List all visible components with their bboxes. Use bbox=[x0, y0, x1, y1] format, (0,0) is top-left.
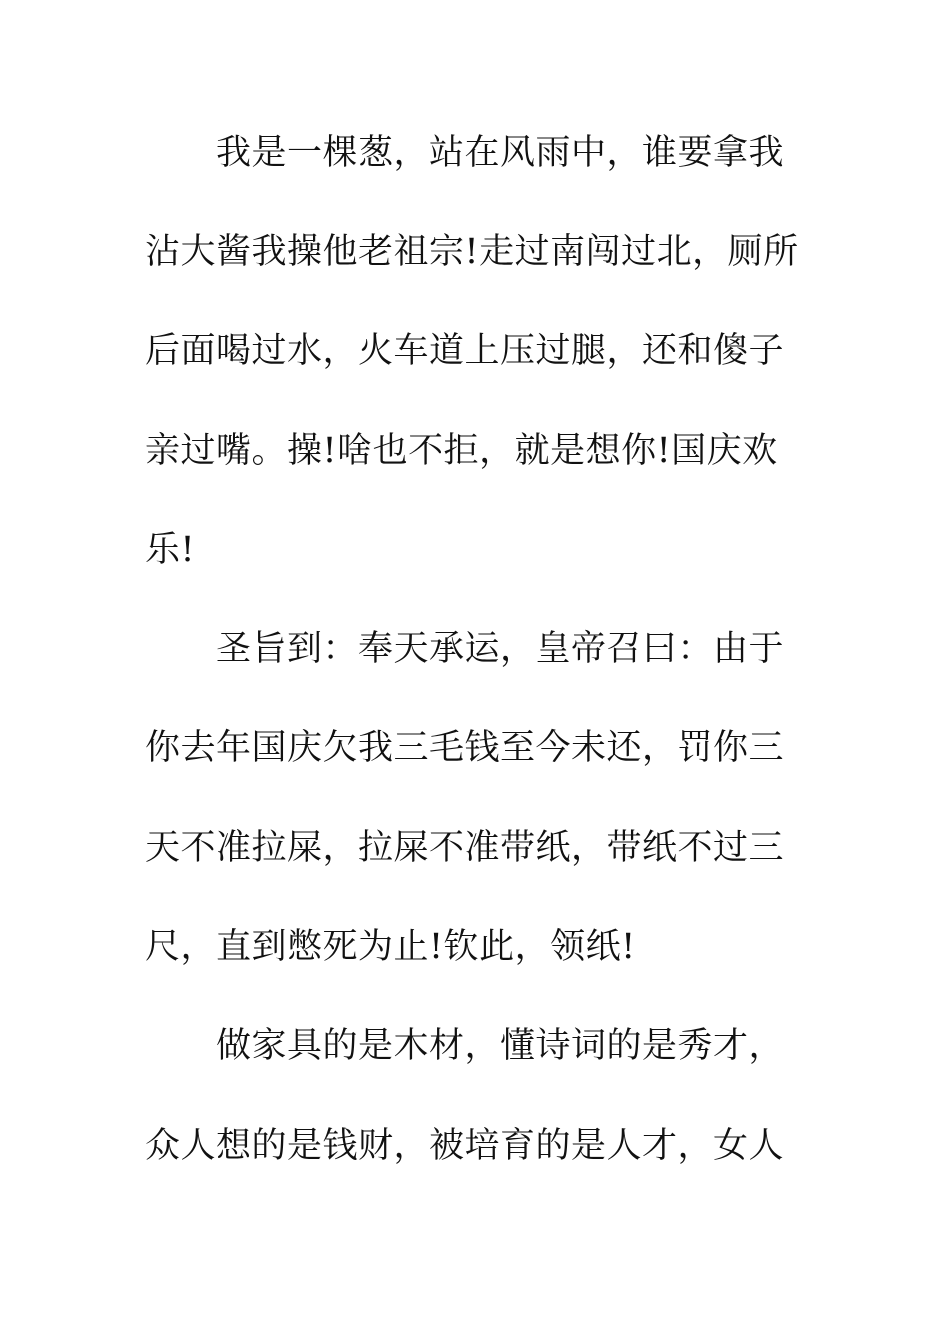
paragraph-2-line-4: 尺，直到憋死为止!钦此，领纸! bbox=[145, 927, 636, 967]
paragraph-1-line-1: 我是一棵葱，站在风雨中，谁要拿我 bbox=[216, 133, 785, 173]
paragraph-1-line-4: 亲过嘴。操!啥也不拒，就是想你!国庆欢 bbox=[145, 431, 778, 471]
paragraph-2-line-1: 圣旨到：奉天承运，皇帝召曰：由于 bbox=[216, 629, 785, 669]
paragraph-2-line-3: 天不准拉屎，拉屎不准带纸，带纸不过三 bbox=[145, 828, 785, 868]
paragraph-1-line-3: 后面喝过水，火车道上压过腿，还和傻子 bbox=[145, 331, 785, 371]
paragraph-3-line-2: 众人想的是钱财，被培育的是人才，女人 bbox=[145, 1126, 785, 1166]
paragraph-2-line-2: 你去年国庆欠我三毛钱至今未还，罚你三 bbox=[145, 728, 785, 768]
paragraph-1-line-2: 沾大酱我操他老祖宗!走过南闯过北，厕所 bbox=[145, 232, 799, 272]
paragraph-1-line-5: 乐! bbox=[145, 530, 196, 570]
paragraph-3-line-1: 做家具的是木材，懂诗词的是秀才， bbox=[216, 1026, 785, 1066]
